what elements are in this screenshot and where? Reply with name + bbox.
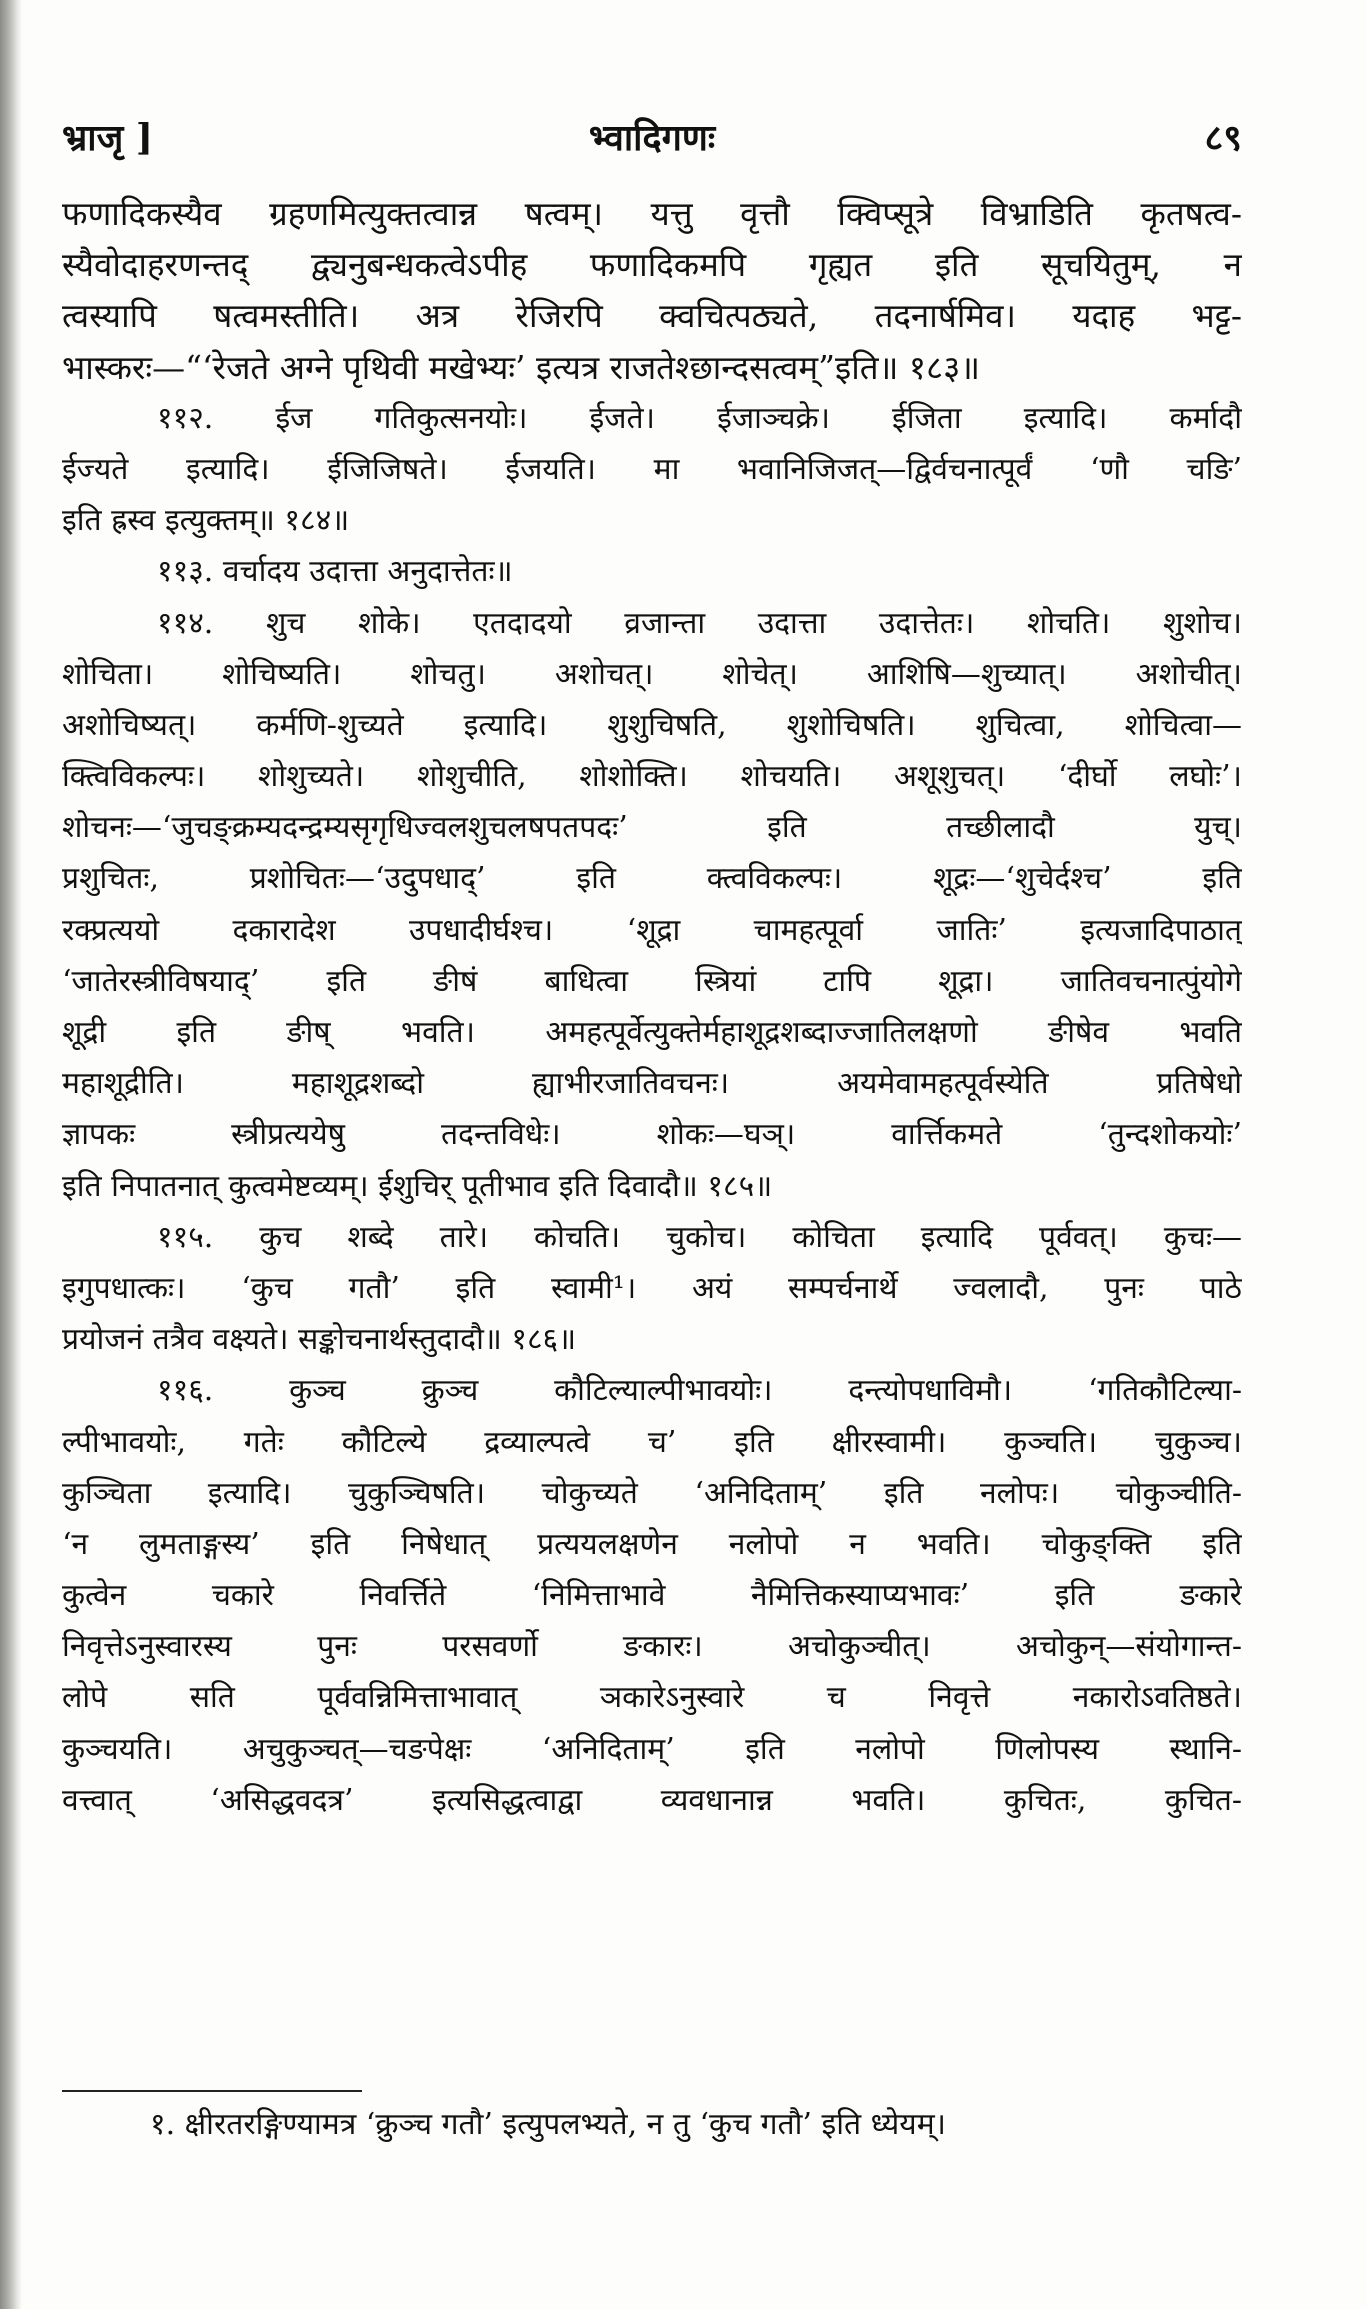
text-line: लोपे सति पूर्ववन्निमित्ताभावात् ञकारेऽनुस्वारे च निवृत्ते नकारोऽवतिष्ठते। <box>62 1680 1242 1716</box>
text-line: ज्ञापकः स्त्रीप्रत्ययेषु तदन्तविधेः। शोकः—घञ्। वार्त्तिकमते ‘तुन्दशोकयोः’ <box>62 1117 1242 1153</box>
text-line: ११६. कुञ्च क्रुञ्च कौटिल्याल्पीभावयोः। दन्त्योपधाविमौ। ‘गतिकौटिल्या- <box>157 1373 1242 1409</box>
running-header <box>62 108 1242 168</box>
body-text <box>62 188 1242 1826</box>
text-line: शोचिता। शोचिष्यति। शोचतु। अशोचत्। शोचेत्। आशिषि—शुच्यात्। अशोचीत्। <box>62 656 1242 692</box>
text-line: कुत्वेन चकारे निवर्त्तिते ‘निमित्ताभावे नैमित्तिकस्याप्यभावः’ इति ङकारे <box>62 1578 1242 1614</box>
text-line: ‘न लुमताङ्गस्य’ इति निषेधात् प्रत्ययलक्षणेन नलोपो न भवति। चोकुङ्क्ति इति <box>62 1526 1242 1562</box>
text-line: रक्प्रत्ययो दकारादेश उपधादीर्घश्च। ‘शूद्रा चामहत्पूर्वा जातिः’ इत्यजादिपाठात् <box>62 912 1242 948</box>
page-spine-shadow <box>0 0 22 2309</box>
footnote-rule <box>62 2090 362 2092</box>
text-line: कुञ्चिता इत्यादि। चुकुञ्चिषति। चोकुच्यते ‘अनिदिताम्’ इति नलोपः। चोकुञ्चीति- <box>62 1475 1242 1511</box>
page-number: ८९ <box>1204 117 1242 159</box>
text-line: निवृत्तेऽनुस्वारस्य पुनः परसवर्णो ङकारः। अचोकुञ्चीत्। अचोकुन्—संयोगान्त- <box>62 1629 1242 1665</box>
text-line: शूद्री इति ङीष् भवति। अमहत्पूर्वेत्युक्तेर्महाशूद्रशब्दाज्जातिलक्षणो ङीषेव भवति <box>62 1015 1242 1050</box>
text-line: ईज्यते इत्यादि। ईजिजिषते। ईजयति। मा भवानिजिजत्—द्विर्वचनात्पूर्वं ‘णौ चङि’ <box>62 451 1242 487</box>
text-line: ‘जातेरस्त्रीविषयाद्’ इति ङीषं बाधित्वा स्त्रियां टापि शूद्रा। जातिवचनात्पुंयोगे <box>62 963 1242 999</box>
text-line: महाशूद्रीति। महाशूद्रशब्दो ह्याभीरजातिवचनः। अयमेवामहत्पूर्वस्येति प्रतिषेधो <box>62 1066 1242 1102</box>
text-line: कुञ्चयति। अचुकुञ्चत्—चङपेक्षः ‘अनिदिताम्’ इति नलोपो णिलोपस्य स्थानि- <box>62 1731 1242 1767</box>
footnote: १. क्षीरतरङ्गिण्यामत्र ‘क्रुञ्च गतौ’ इत्युपलभ्यते, न तु ‘कुच गतौ’ इति ध्येयम्। <box>150 2107 947 2142</box>
text-line: ११४. शुच शोके। एतदादयो व्रजान्ता उदात्ता उदात्तेतः। शोचति। शुशोच। <box>157 605 1242 641</box>
text-line: स्यैवोदाहरणन्तद् द्व्यनुबन्धकत्वेऽपीह फणादिकमपि गृह्यत इति सूचयितुम्, न <box>62 245 1242 285</box>
text-line: ११३. वर्चादय उदात्ता अनुदात्तेतः॥ <box>157 554 513 590</box>
text-line: ल्पीभावयोः, गतेः कौटिल्ये द्रव्याल्पत्वे च’ इति क्षीरस्वामी। कुञ्चति। चुकुञ्च। <box>62 1424 1242 1460</box>
header-left-text: भ्राजृ ] <box>62 117 153 159</box>
text-line: वत्त्वात् ‘असिद्धवदत्र’ इत्यसिद्धत्वाद्वा व्यवधानान्न भवति। कुचितः, कुचित- <box>62 1782 1242 1818</box>
text-line: इति ह्रस्व इत्युक्तम्॥ १८४॥ <box>62 503 350 539</box>
text-line: इति निपातनात् कुत्वमेष्टव्यम्। ईशुचिर् पूतीभाव इति दिवादौ॥ १८५॥ <box>62 1168 773 1204</box>
text-line: ११५. कुच शब्दे तारे। कोचति। चुकोच। कोचिता इत्यादि पूर्ववत्। कुचः— <box>157 1219 1242 1255</box>
text-line: प्रयोजनं तत्रैव वक्ष्यते। सङ्कोचनार्थस्तुदादौ॥ १८६॥ <box>62 1322 577 1358</box>
text-line: त्वस्यापि षत्वमस्तीति। अत्र रेजिरपि क्वचित्पठ्यते, तदनार्षमिव। यदाह भट्ट- <box>62 296 1242 336</box>
text-line: भास्करः—“‘रेजते अग्ने पृथिवी मखेभ्यः’ इत्यत्र राजतेश्छान्दसत्वम्”इति॥ १८३॥ <box>62 347 981 387</box>
text-line: ११२. ईज गतिकुत्सनयोः। ईजते। ईजाञ्चक्रे। ईजिता इत्यादि। कर्मादौ <box>157 400 1242 436</box>
text-line: शोचनः—‘जुचङ्क्रम्यदन्द्रम्यसृगृधिज्वलशुचलषपतपदः’ इति तच्छीलादौ युच्। <box>62 810 1242 846</box>
text-line: प्रशुचितः, प्रशोचितः—‘उदुपधाद्’ इति क्त्वविकल्पः। शूद्रः—‘शुचेर्दश्च’ इति <box>62 861 1242 897</box>
header-section-title: भ्वादिगणः <box>588 117 716 159</box>
text-line: क्त्विविकल्पः। शोशुच्यते। शोशुचीति, शोशोक्ति। शोचयति। अशूशुचत्। ‘दीर्घो लघोः’। <box>62 759 1242 795</box>
text-line: इगुपधात्कः। ‘कुच गतौ’ इति स्वामी¹। अयं सम्पर्चनार्थे ज्वलादौ, पुनः पाठे <box>62 1270 1242 1306</box>
text-line: फणादिकस्यैव ग्रहणमित्युक्तत्वान्न षत्वम्। यत्तु वृत्तौ क्विप्सूत्रे विभ्राडिति कृतषत्व- <box>62 194 1242 233</box>
text-line: अशोचिष्यत्। कर्मणि-शुच्यते इत्यादि। शुशुचिषति, शुशोचिषति। शुचित्वा, शोचित्वा— <box>62 707 1242 743</box>
